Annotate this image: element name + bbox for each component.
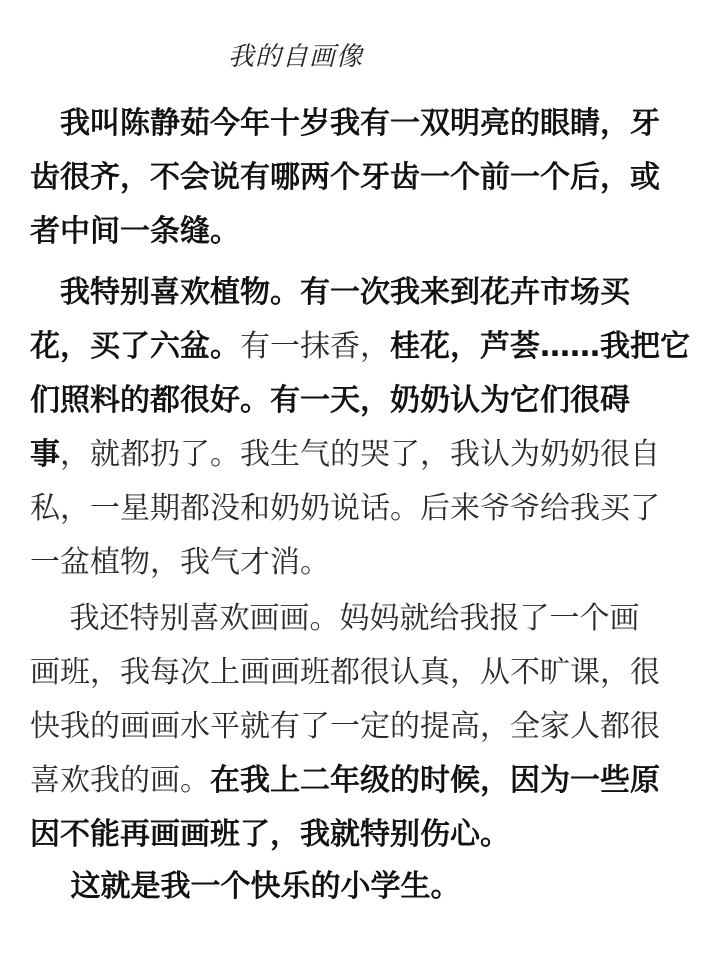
text-line [30,151,690,205]
text-line [30,808,690,862]
text-line [30,754,690,808]
text-line [30,266,690,320]
bold-text-run: 因不能再画画班了，我就特别伤心。 [30,817,510,852]
text-line [30,428,690,482]
text-run: 私，一星期都没和奶奶说话。后来爷爷给我买了 [30,491,660,526]
document-title: 我的自画像 [228,42,364,72]
paragraph-4 [30,860,690,914]
text-line [30,646,690,700]
bold-text-run: 这就是我一个快乐的小学生。 [30,869,461,904]
text-line [30,205,690,259]
text-line [30,97,690,151]
bold-text-run: 花，买了六盆。 [30,329,240,364]
text-run: ，就都扔了。我生气的哭了，我认为奶奶很自 [60,437,660,472]
text-line [30,320,690,374]
text-run: 快我的画画水平就有了一定的提高，全家人都很 [30,709,660,744]
bold-text-run: 齿很齐，不会说有哪两个牙齿一个前一个后，或 [30,160,660,195]
text-line [30,592,690,646]
paragraph-1 [30,97,690,259]
text-line [30,700,690,754]
bold-text-run: 们照料的都很好。有一天，奶奶认为它们很碍 [30,383,630,418]
paragraph-3 [30,592,690,862]
bold-text-run: 我叫陈静茹今年十岁我有一双明亮的眼睛，牙 [30,106,660,141]
text-line [30,860,690,914]
text-run: 有一抹香， [240,329,390,364]
bold-text-run: 者中间一条缝。 [30,214,240,249]
bold-text-run: 桂花，芦荟……我把它 [390,329,690,364]
bold-text-run: 事 [30,437,60,472]
text-line [30,374,690,428]
text-line [30,482,690,536]
bold-text-run: 我特别喜欢植物。有一次我来到花卉市场买 [30,275,630,310]
paragraph-2 [30,266,690,590]
text-run: 喜欢我的画。 [30,763,210,798]
bold-text-run: 在我上二年级的时候，因为一些原 [210,763,660,798]
text-run: 一盆植物，我气才消。 [30,545,330,580]
text-run: 画班，我每次上画画班都很认真，从不旷课，很 [30,655,660,690]
text-line [30,536,690,590]
text-run: 我还特别喜欢画画。妈妈就给我报了一个画 [30,601,640,636]
